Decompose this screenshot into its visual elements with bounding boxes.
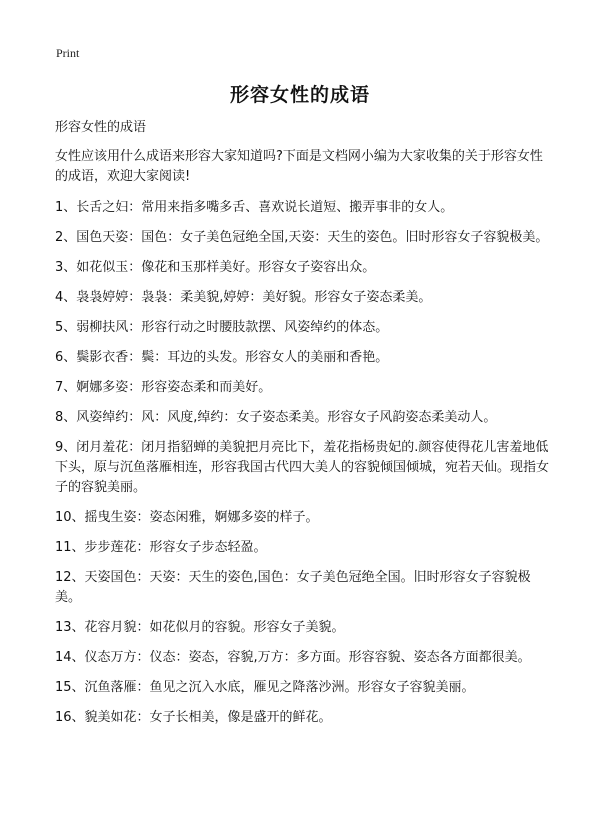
idiom-entry: 2、国色天姿：国色：女子美色冠绝全国,天姿：天生的姿色。旧时形容女子容貌极美。 xyxy=(55,230,549,245)
idiom-entry: 16、貌美如花：女子长相美，像是盛开的鲜花。 xyxy=(55,710,332,725)
idiom-entry: 5、弱柳扶风：形容行动之时腰肢款摆、风姿绰约的体态。 xyxy=(55,320,389,335)
idiom-entry: 13、花容月貌：如花似月的容貌。形容女子美貌。 xyxy=(55,620,345,635)
intro-paragraph: 女性应该用什么成语来形容大家知道吗?下面是文档网小编为大家收集的关于形容女性的成语，欢迎大家阅读! xyxy=(55,149,543,184)
idiom-entry: 7、婀娜多姿：形容姿态柔和而美好。 xyxy=(55,380,272,395)
idiom-entry: 12、天姿国色：天姿：天生的姿色,国色：女子美色冠绝全国。旧时形容女子容貌极美。 xyxy=(55,570,531,605)
idiom-entry: 4、袅袅婷婷：袅袅：柔美貌,婷婷：美好貌。形容女子姿态柔美。 xyxy=(55,290,432,305)
idiom-entry: 10、摇曳生姿：姿态闲雅，婀娜多姿的样子。 xyxy=(55,510,319,525)
idiom-entry: 8、风姿绰约：风：风度,绰约：女子姿态柔美。形容女子风韵姿态柔美动人。 xyxy=(55,410,497,425)
idiom-entry: 14、仪态万方：仪态：姿态，容貌,万方：多方面。形容容貌、姿态各方面都很美。 xyxy=(55,650,531,665)
idiom-entry: 1、长舌之妇：常用来指多嘴多舌、喜欢说长道短、搬弄事非的女人。 xyxy=(55,200,454,215)
print-link[interactable]: Print xyxy=(56,46,80,60)
article-body xyxy=(55,118,555,738)
article-subtitle: 形容女性的成语 xyxy=(55,120,147,135)
idiom-entry: 3、如花似玉：像花和玉那样美好。形容女子姿容出众。 xyxy=(55,260,376,275)
idiom-entry: 11、步步莲花：形容女子步态轻盈。 xyxy=(55,540,267,555)
idiom-entry: 15、沉鱼落雁：鱼见之沉入水底，雁见之降落沙洲。形容女子容貌美丽。 xyxy=(55,680,475,695)
idiom-entry: 6、鬓影衣香：鬓：耳边的头发。形容女人的美丽和香艳。 xyxy=(55,350,389,365)
idiom-entry: 9、闭月羞花：闭月指貂蝉的美貌把月亮比下，羞花指杨贵妃的.颜容使得花儿害羞地低下头，原与沉鱼落雁相连，形容我国古代四大美人的容貌倾国倾城，宛若天仙。现指女子的容貌美丽。 xyxy=(55,440,550,495)
page-title: 形容女性的成语 xyxy=(229,84,370,106)
